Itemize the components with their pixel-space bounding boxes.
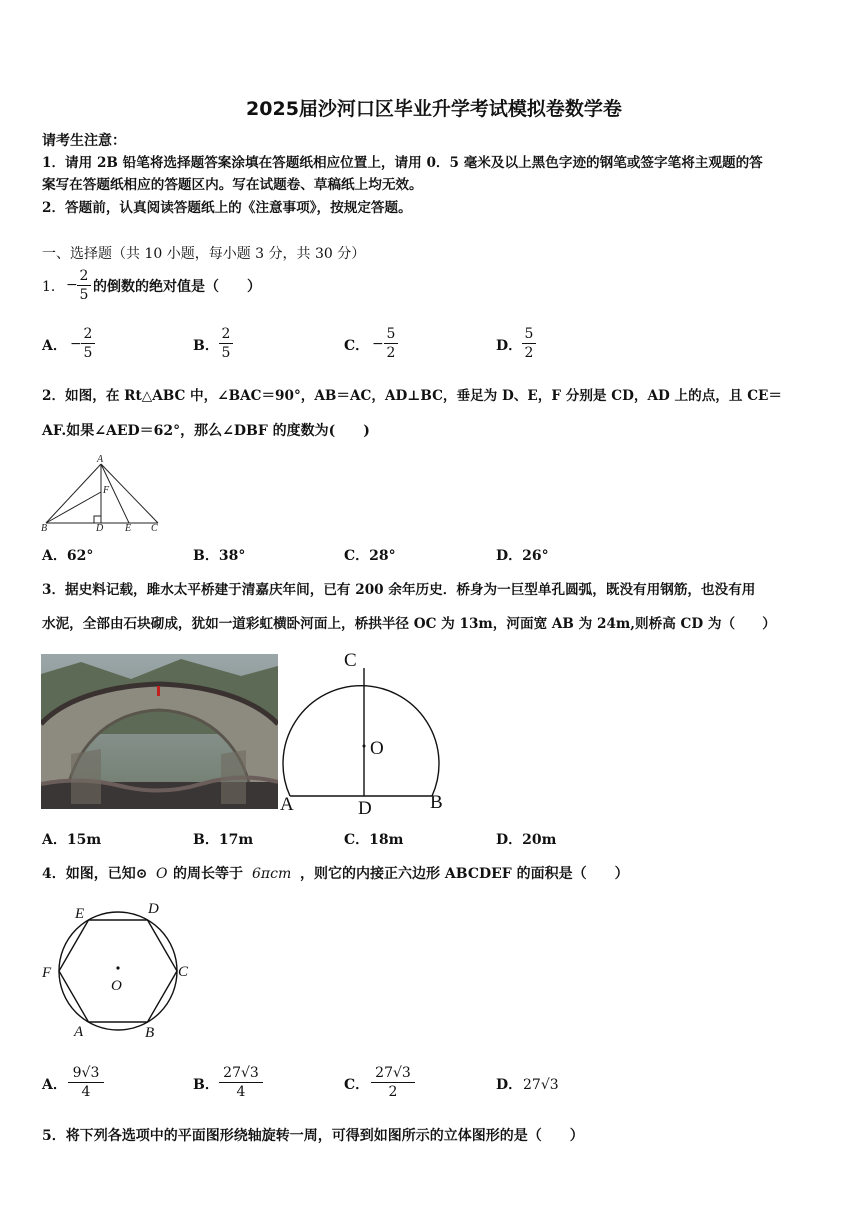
notice-heading: 请考生注意： bbox=[42, 133, 126, 149]
q4-option-b-label: B． bbox=[193, 1077, 219, 1093]
q2-option-d: D．26° bbox=[496, 548, 549, 564]
q4-option-b-numerator: 27√3 bbox=[219, 1064, 263, 1083]
q1-fraction-numerator: 2 bbox=[77, 267, 91, 286]
q2-triangle-figure bbox=[40, 452, 165, 532]
q4-option-b-denominator: 4 bbox=[236, 1084, 246, 1100]
q1-option-a-denominator: 5 bbox=[83, 345, 93, 361]
q3-option-b: B．17m bbox=[193, 832, 254, 848]
q4-text-c: ，则它的内接正六边形 ABCDEF 的面积是（ ） bbox=[300, 866, 629, 882]
q1-option-a-sign: − bbox=[70, 336, 82, 352]
q1-option-c-fraction bbox=[384, 325, 398, 362]
q1-fraction bbox=[77, 267, 91, 304]
q1-option-a-fraction bbox=[81, 325, 95, 362]
q1-number: 1． bbox=[42, 279, 65, 295]
q1-fraction-denominator: 5 bbox=[79, 287, 89, 303]
q2-label-b: B bbox=[41, 523, 48, 532]
q5-text: 5．将下列各选项中的平面图形绕轴旋转一周，可得到如图所示的立体图形的是（ ） bbox=[42, 1128, 584, 1144]
q1-option-c-sign: − bbox=[372, 336, 384, 352]
q1-option-c-numerator: 5 bbox=[384, 325, 398, 344]
q4-label-e: E bbox=[75, 906, 85, 922]
q1-text: 的倒数的绝对值是（ ） bbox=[93, 279, 261, 295]
q4-option-c-numerator: 27√3 bbox=[371, 1064, 415, 1083]
q1-option-d-fraction bbox=[522, 325, 536, 362]
q3-option-a: A．15m bbox=[42, 832, 102, 848]
q4-label-f: F bbox=[42, 965, 52, 981]
q4-circumference: 6πcm bbox=[252, 866, 292, 882]
q1-option-b-fraction bbox=[219, 325, 233, 362]
q2-label-c: C bbox=[151, 523, 158, 532]
q1-option-b-denominator: 5 bbox=[221, 345, 231, 361]
notice-line-1b: 案写在答题纸相应的答题区内。写在试题卷、草稿纸上均无效。 bbox=[42, 177, 423, 193]
q3-line-2: 水泥，全部由石块砌成，犹如一道彩虹横卧河面上，桥拱半径 OC 为 13m，河面宽 AB 为 24m,则桥高 CD 为（ ） bbox=[42, 616, 776, 632]
q2-option-a: A．62° bbox=[42, 548, 94, 564]
q1-option-d-denominator: 2 bbox=[524, 345, 534, 361]
q1-option-d-label: D． bbox=[496, 338, 523, 354]
q4-label-c: C bbox=[178, 964, 189, 980]
bridge-photo bbox=[41, 654, 278, 809]
q2-option-c: C．28° bbox=[344, 548, 396, 564]
notice-line-1a: 1．请用 2B 铅笔将选择题答案涂填在答题纸相应位置上，请用 0．5 毫米及以上黑色字迹的钢笔或签字笔将主观题的答 bbox=[42, 155, 763, 171]
q2-line-1: 2．如图，在 Rt△ABC 中，∠BAC＝90°，AB＝AC，AD⊥BC，垂足为 D、E，F 分别是 CD，AD 上的点，且 CE＝ bbox=[42, 388, 782, 404]
q1-option-a-label: A． bbox=[42, 338, 67, 354]
q4-option-a-fraction bbox=[68, 1064, 104, 1101]
q3-line-1: 3．据史料记载，雎水太平桥建于清嘉庆年间，已有 200 余年历史．桥身为一巨型单孔圆弧，既没有用钢筋，也没有用 bbox=[42, 582, 756, 598]
q4-circle-o: O bbox=[156, 866, 168, 882]
q4-option-b-fraction bbox=[219, 1064, 263, 1101]
q3-label-c: C bbox=[344, 650, 357, 671]
q1-option-d-numerator: 5 bbox=[522, 325, 536, 344]
q4-option-c-fraction bbox=[371, 1064, 415, 1101]
page-title: 2025届沙河口区毕业升学考试模拟卷数学卷 bbox=[246, 98, 622, 120]
q4-hexagon-figure bbox=[38, 896, 198, 1044]
q2-label-e: E bbox=[125, 523, 132, 532]
notice-line-2: 2．答题前，认真阅读答题纸上的《注意事项》，按规定答题。 bbox=[42, 200, 412, 216]
q3-arch-diagram bbox=[278, 646, 453, 818]
q1-minus: − bbox=[66, 277, 78, 293]
q1-option-c-denominator: 2 bbox=[386, 345, 396, 361]
q2-label-f: F bbox=[103, 485, 110, 496]
q4-label-d: D bbox=[148, 901, 159, 917]
q1-option-c-label: C． bbox=[344, 338, 370, 354]
q3-label-d: D bbox=[358, 798, 372, 818]
q4-label-o: O bbox=[111, 978, 122, 994]
q2-label-d: D bbox=[96, 523, 104, 532]
q1-option-b-numerator: 2 bbox=[219, 325, 233, 344]
q2-line-2: AF.如果∠AED＝62°，那么∠DBF 的度数为( ) bbox=[42, 423, 370, 439]
q3-option-c: C．18m bbox=[344, 832, 404, 848]
q4-option-d-label: D． bbox=[496, 1077, 523, 1093]
q4-label-b: B bbox=[145, 1025, 155, 1041]
q3-label-a: A bbox=[280, 794, 294, 815]
q3-label-b: B bbox=[430, 792, 443, 813]
q4-option-d-value: 27√3 bbox=[523, 1077, 559, 1093]
q4-text-a: 4．如图，已知⊙ bbox=[42, 866, 148, 882]
q4-option-a-label: A． bbox=[42, 1077, 67, 1093]
q3-option-d: D．20m bbox=[496, 832, 557, 848]
q4-option-a-denominator: 4 bbox=[81, 1084, 91, 1100]
q1-option-a-numerator: 2 bbox=[81, 325, 95, 344]
q4-option-c-label: C． bbox=[344, 1077, 370, 1093]
q4-option-a-numerator: 9√3 bbox=[68, 1064, 104, 1083]
q3-label-o: O bbox=[370, 738, 384, 759]
q2-label-a: A bbox=[97, 454, 104, 465]
q4-text-b: 的周长等于 bbox=[173, 866, 243, 882]
q4-option-c-denominator: 2 bbox=[388, 1084, 398, 1100]
q1-option-b-label: B． bbox=[193, 338, 219, 354]
q4-label-a: A bbox=[74, 1024, 84, 1040]
section-heading: 一、选择题（共 10 小题，每小题 3 分，共 30 分） bbox=[42, 246, 366, 262]
q2-option-b: B．38° bbox=[193, 548, 246, 564]
